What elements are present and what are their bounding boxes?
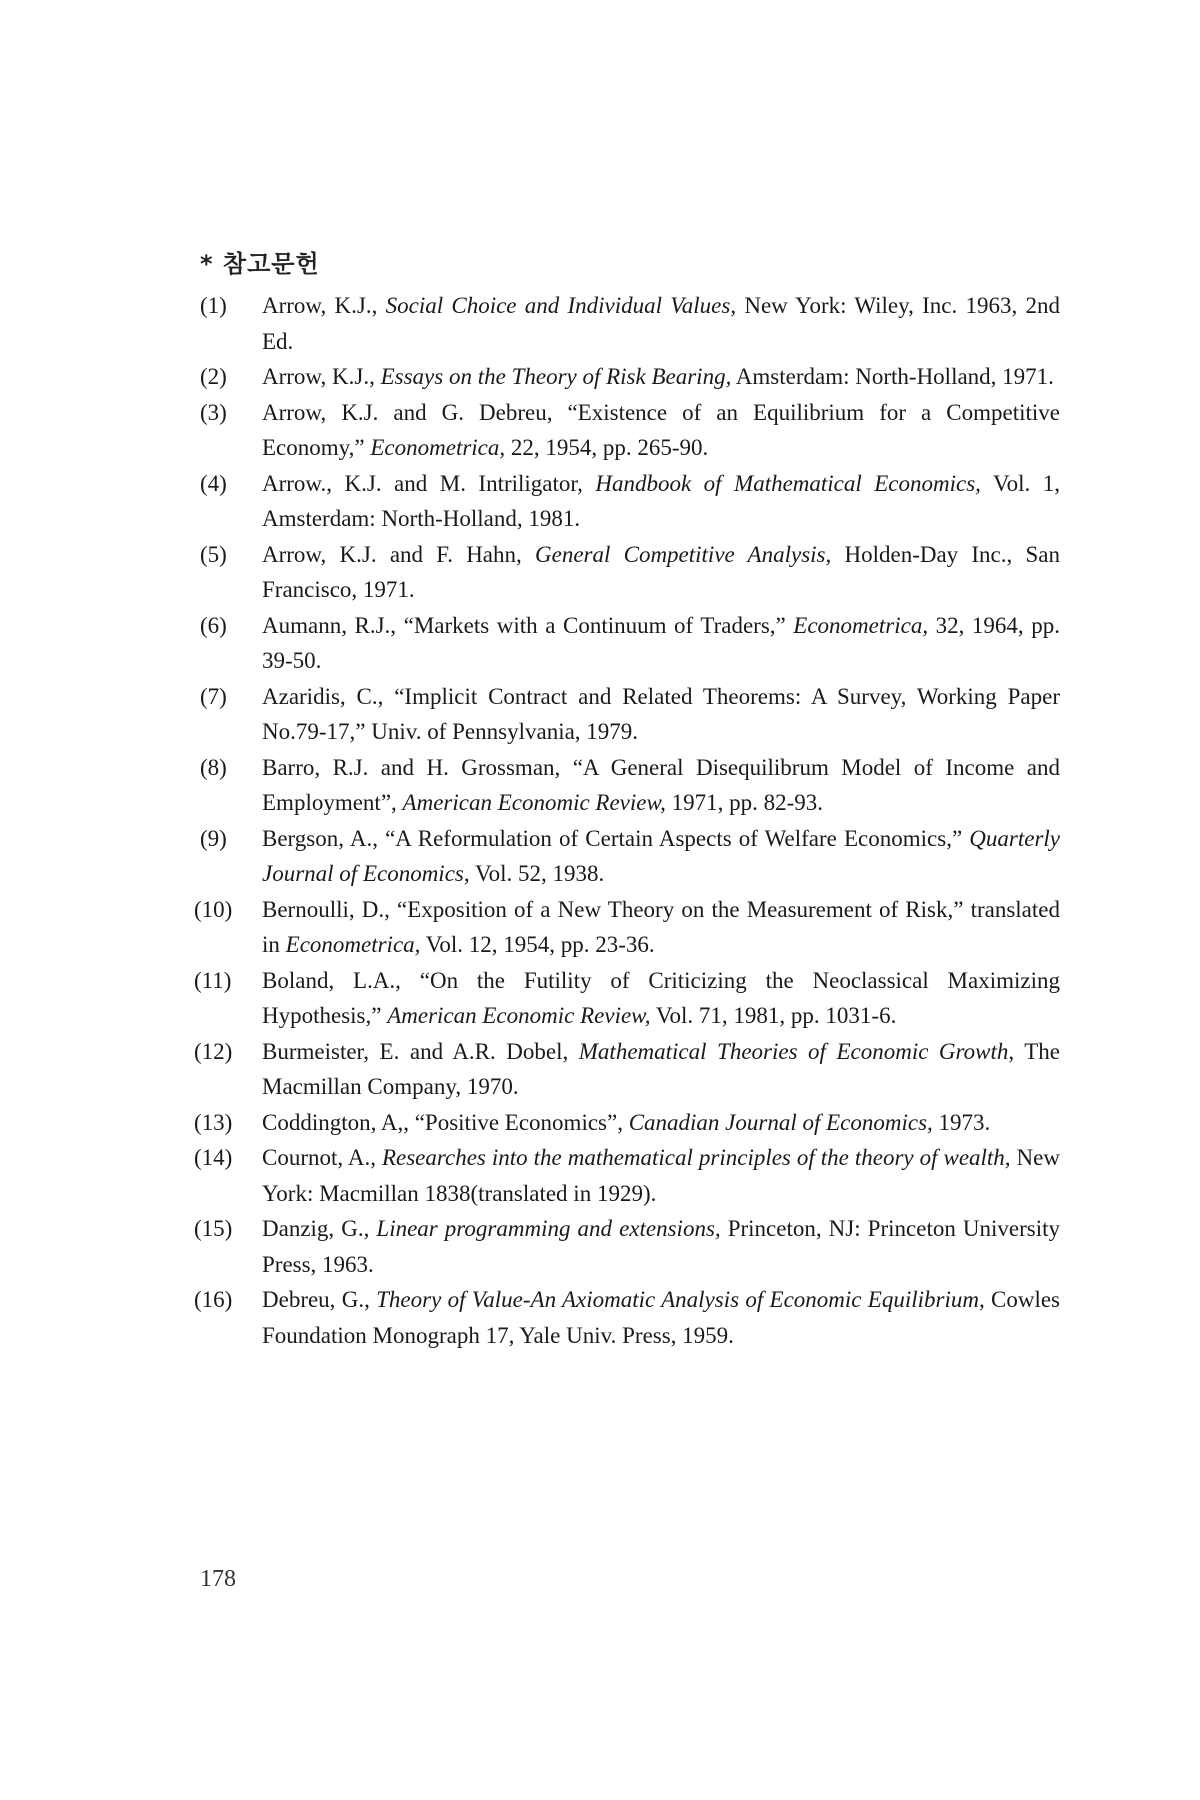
reference-segment: Bernoulli, D., “Exposition of a New Theory on the Measurement of Risk,” translated in [262,896,1060,957]
reference-number: (3) [200,399,227,425]
reference-title: Mathematical Theories of Economic Growth, [578,1038,1015,1064]
reference-segment: 1973. [932,1109,991,1135]
reference-text [262,968,1060,1029]
reference-entry [200,608,1060,679]
reference-entry [194,1211,1060,1282]
reference-entry [200,679,1060,750]
reference-segment: 1971, pp. 82-93. [665,790,824,815]
reference-entry [200,359,1060,395]
reference-segment: Vol. 71, 1981, pp. 1031-6. [650,1003,897,1028]
reference-entry [200,537,1060,608]
reference-title: Linear programming and extensions, [376,1216,721,1241]
reference-title: Essays on the Theory of Risk Bearing, [380,364,732,389]
reference-segment: Amsterdam: North-Holland, 1971. [731,364,1054,389]
reference-title: Researches into the mathematical principles of the theory of wealth, [381,1145,1011,1170]
reference-entry [200,395,1060,466]
reference-number: (15) [194,1216,233,1241]
reference-number: (4) [200,470,227,496]
reference-entry [194,892,1060,963]
reference-number: (7) [200,683,227,709]
reference-number: (13) [194,1109,233,1135]
reference-title: American Economic Review, [387,1003,651,1028]
reference-number: (9) [200,825,227,851]
reference-title: Theory of Value-An Axiomatic Analysis of Economic Equilibrium, [376,1287,985,1312]
reference-segment: 32, 1964, pp. 39-50. [262,612,1060,673]
reference-number: (8) [200,754,227,780]
reference-text [262,1145,1060,1206]
reference-entry [200,466,1060,537]
reference-text [262,400,1060,461]
reference-segment: Vol. 12, 1954, pp. 23-36. [420,932,655,957]
reference-number: (1) [200,293,227,318]
reference-list [194,288,1061,1353]
reference-segment: 22, 1954, pp. 265-90. [505,435,709,460]
reference-entry [200,821,1060,892]
reference-segment: Burmeister, E. and A.R. Dobel, [262,1038,579,1064]
reference-segment: Aumann, R.J., “Markets with a Continuum of Traders,” [262,612,794,638]
reference-segment: Coddington, A,, “Positive Economics”, [262,1109,629,1135]
reference-segment: Princeton, NJ: Princeton University Press, 1963. [262,1216,1060,1277]
reference-text [262,826,1060,887]
reference-number: (5) [200,541,227,567]
reference-number: (12) [194,1038,233,1064]
reference-segment: Azaridis, C., “Implicit Contract and Related Theorems: A Survey, Working Paper No.79-17,” Univ. of Pennsylvania, 1979. [262,683,1060,744]
reference-segment: Arrow, K.J. and G. Debreu, “Existence of an Equilibrium for a Competitive Economy,” [262,399,1060,460]
reference-title: General Competitive Analysis, [535,541,832,567]
reference-number: (11) [194,967,232,993]
reference-text [262,1039,1060,1100]
reference-segment: Cowles Foundation Monograph 17, Yale Univ. Press, 1959. [262,1287,1060,1348]
reference-entry [194,1105,1060,1141]
reference-text [262,1110,990,1135]
reference-entry [194,1282,1060,1353]
reference-segment: Boland, L.A., “On the Futility of Criticizing the Neoclassical Maximizing Hypothesis,” [262,967,1060,1028]
reference-text [262,897,1060,958]
reference-segment: Danzig, G., [262,1216,377,1241]
reference-title: Handbook of Mathematical Economics, [595,470,981,496]
reference-entry [200,288,1060,359]
reference-number: (10) [194,896,233,922]
reference-segment: Arrow, K.J., [262,364,381,389]
reference-text [262,293,1060,354]
reference-segment: Arrow, K.J., [262,293,386,318]
reference-segment: Barro, R.J. and H. Grossman, “A General Disequilibrum Model of Income and Employment”, [262,754,1060,815]
reference-text [262,755,1060,816]
reference-number: (2) [200,364,227,389]
page-number: 178 [200,1566,236,1592]
reference-title: Quarterly Journal of Economics, [262,825,1060,886]
reference-title: American Economic Review, [402,790,666,815]
reference-segment: The Macmillan Company, 1970. [262,1038,1061,1099]
reference-segment: Arrow., K.J. and M. Intriligator, [262,470,596,496]
reference-text [262,613,1060,674]
reference-number: (14) [194,1145,233,1170]
reference-segment: Vol. 1, Amsterdam: North-Holland, 1981. [262,470,1061,531]
reference-segment: New York: Macmillan 1838(translated in 1929). [262,1145,1060,1206]
reference-title: Social Choice and Individual Values, [385,293,737,318]
reference-title: Canadian Journal of Economics, [628,1109,933,1135]
reference-title: Econometrica, [370,435,506,460]
reference-text [262,684,1060,745]
reference-segment: New York: Wiley, Inc. 1963, 2nd Ed. [262,293,1061,354]
reference-segment: Cournot, A., [262,1145,382,1170]
reference-text [262,364,1054,389]
reference-segment: Debreu, G., [262,1287,377,1312]
reference-entry [194,1140,1060,1211]
reference-text [262,1287,1060,1348]
section-heading: * 참고문헌 [200,250,320,278]
reference-title: Econometrica, [793,612,929,638]
reference-number: (16) [194,1287,233,1312]
reference-title: Econometrica, [285,932,421,957]
reference-entry [194,1034,1061,1105]
reference-segment: Arrow, K.J. and F. Hahn, [262,541,535,567]
reference-segment: Vol. 52, 1938. [469,861,605,886]
reference-number: (6) [200,612,227,638]
reference-segment: Holden-Day Inc., San Francisco, 1971. [262,541,1060,602]
reference-segment: Bergson, A., “A Reformulation of Certain Aspects of Welfare Economics,” [262,825,970,851]
reference-entry [200,750,1060,821]
reference-entry [194,963,1060,1034]
reference-text [262,1216,1060,1277]
reference-text [262,471,1060,532]
reference-text [262,542,1060,603]
